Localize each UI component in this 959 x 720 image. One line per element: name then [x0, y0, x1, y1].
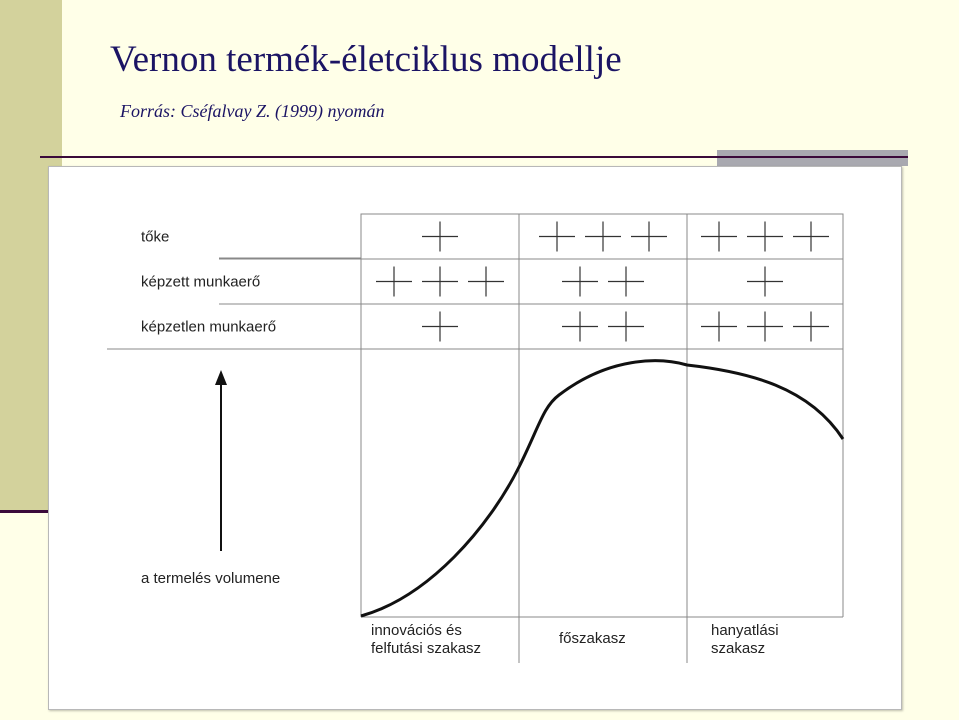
volume-axis-label: a termelés volumene [141, 570, 281, 587]
plus-marker [701, 222, 737, 252]
slide-title: Vernon termék-életciklus modellje [110, 39, 622, 80]
title-rule [40, 156, 908, 158]
plus-marker [422, 267, 458, 297]
plus-marker [562, 267, 598, 297]
plus-marker [701, 312, 737, 342]
phase-label: hanyatlási [711, 622, 779, 639]
factor-label: képzett munkaerő [141, 273, 261, 291]
side-band-line [0, 510, 48, 513]
factor-label: képzetlen munkaerő [141, 318, 277, 336]
title-rule-accent [717, 150, 908, 166]
slide-subtitle: Forrás: Cséfalvay Z. (1999) nyomán [120, 101, 385, 121]
plus-marker [608, 267, 644, 297]
plus-marker [422, 222, 458, 252]
phase-label: innovációs és [371, 622, 462, 639]
phase-label: felfutási szakasz [371, 640, 482, 657]
factor-label: tőke [141, 228, 170, 246]
phase-label: főszakasz [559, 630, 626, 647]
volume-axis-arrowhead [215, 370, 227, 385]
plus-marker [376, 267, 412, 297]
plus-marker [562, 312, 598, 342]
plus-marker [793, 222, 829, 252]
product-life-cycle-curve [361, 361, 843, 616]
plus-marker [747, 222, 783, 252]
plus-marker [585, 222, 621, 252]
life-cycle-diagram [49, 167, 901, 709]
plus-marker [793, 312, 829, 342]
plus-marker [608, 312, 644, 342]
plus-marker [422, 312, 458, 342]
plus-marker [468, 267, 504, 297]
plus-marker [747, 312, 783, 342]
plus-marker [539, 222, 575, 252]
phase-label: szakasz [711, 640, 766, 657]
plus-marker [631, 222, 667, 252]
diagram-panel [48, 166, 902, 710]
plus-marker [747, 267, 783, 297]
